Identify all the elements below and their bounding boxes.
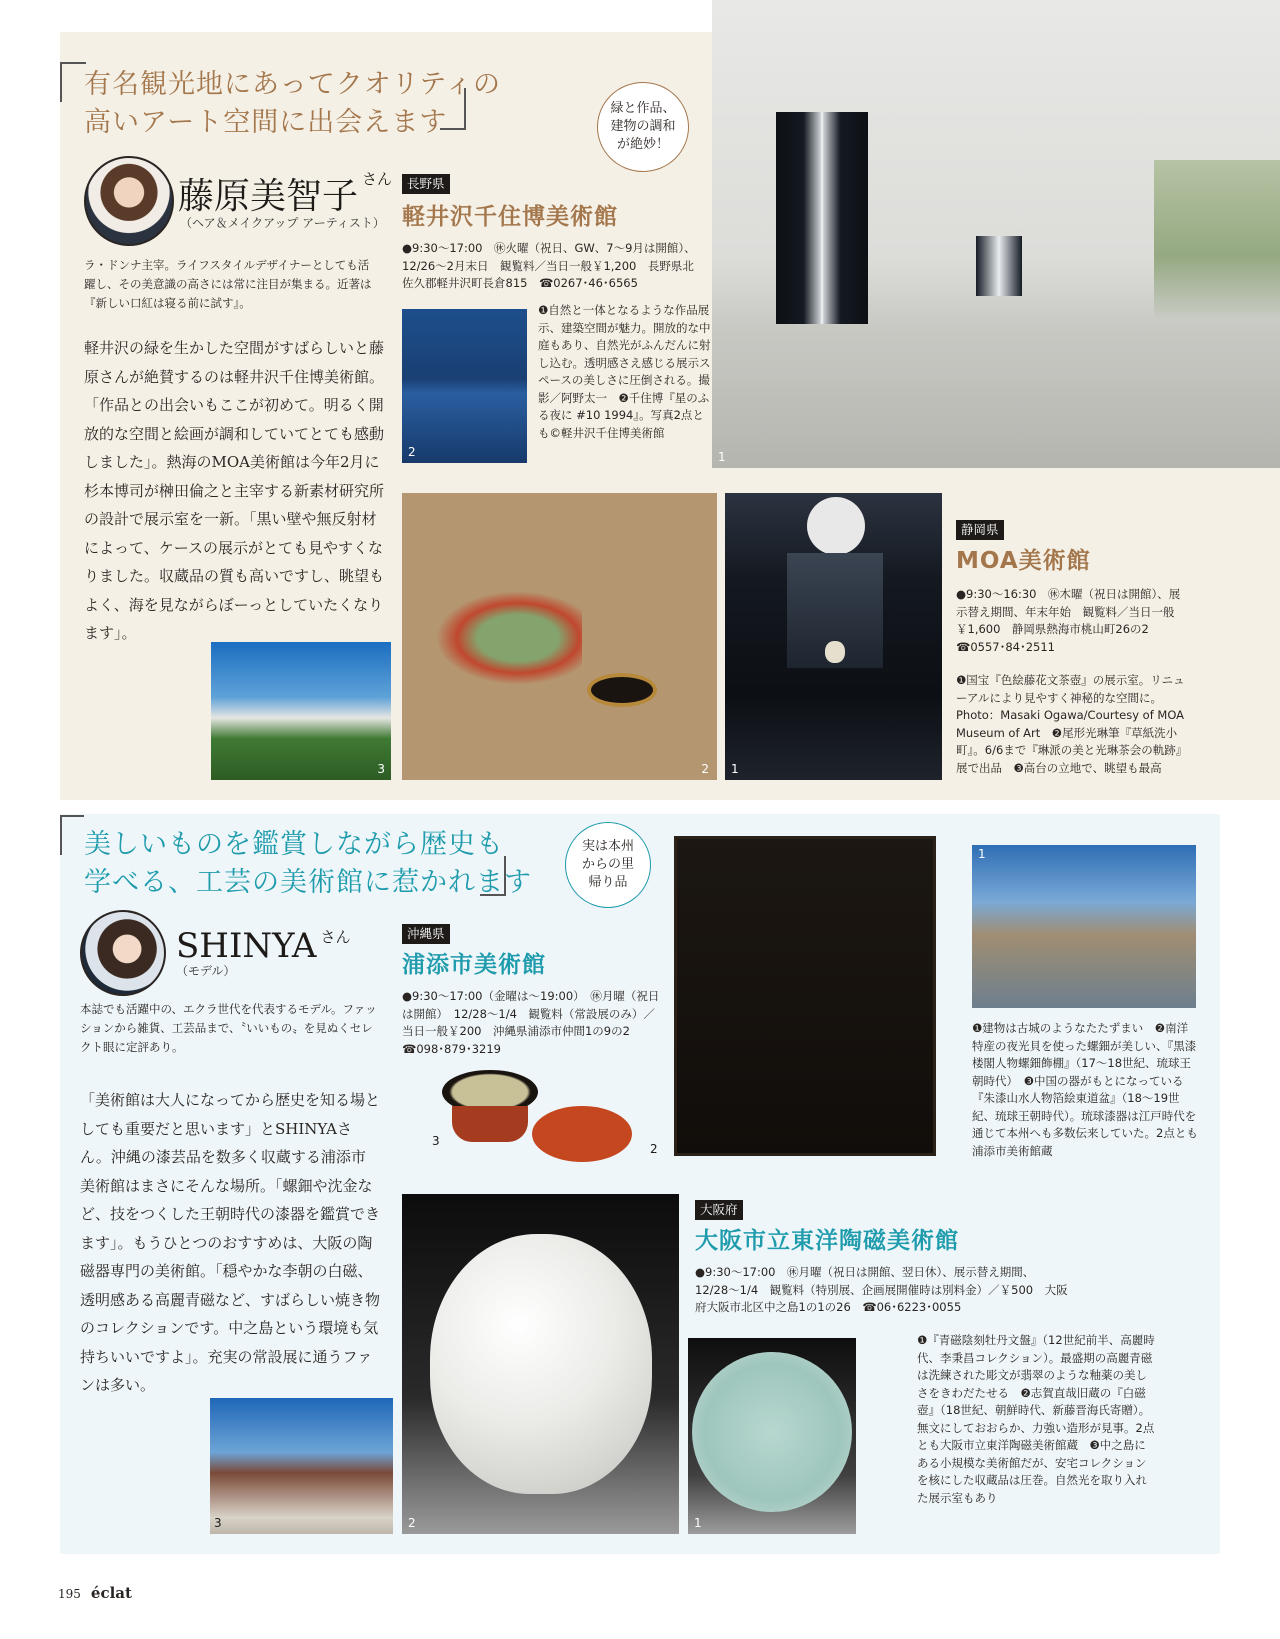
caption-moa: ❶国宝『色絵藤花文茶壺』の展示室。リニューアルにより見やすく神秘的な空間に。Photo：Masaki Ogawa/Courtesy of MOA Museum of Art ❷尾形光琳筆『草紙洗小町』。6/6まで『琳派の美と光琳茶会の軌跡』展で出品 ❸高台の立地で、眺望も最高 xyxy=(956,673,1188,775)
person-bio-fujiwara: ラ・ドンナ主宰。ライフスタイルデザイナーとしても活躍し、その美意識の高さには常に注目が集まる。近著は『新しい口紅は寝る前に試す』。 xyxy=(84,258,372,310)
person-role-fujiwara: （ヘア＆メイクアップ アーティスト） xyxy=(180,216,385,230)
prefecture-tag-shizuoka: 静岡県 xyxy=(956,520,1004,540)
photo-osaka-building: 3 xyxy=(210,1398,393,1534)
speech-bubble-crafts: 実は本州からの里帰り品 xyxy=(565,822,651,908)
museum-name-karuizawa: 軽井沢千住博美術館 xyxy=(402,204,618,230)
museum-name-moa: MOA美術館 xyxy=(956,548,1091,574)
avatar-fujiwara xyxy=(84,156,174,246)
page-footer xyxy=(58,1584,132,1602)
trees-outside xyxy=(1154,160,1280,320)
photo-hoshi-painting: 2 xyxy=(402,309,527,463)
celadon-dish xyxy=(692,1352,852,1512)
headline-bracket-top-left xyxy=(60,62,86,102)
headline-bracket-top-left xyxy=(60,815,84,855)
museum-info-osaka-ceramics: ●9:30〜17:00 ㊡月曜（祝日は開館、翌日休）、展示替え期間、12/28〜1/4 観覧料（特別展、企画展開催時は別料金）／￥500 大阪府大阪市北区中之島1の1の26 ☎06･6223･0055 xyxy=(695,1265,1068,1314)
person-bio-shinya: 本誌でも活躍中の、エクラ世代を代表するモデル。ファッションから雑貨、工芸品まで、〝いいもの〟を見ぬくセレクト眼に定評あり。 xyxy=(80,1002,377,1054)
painting-figure xyxy=(422,583,582,693)
prefecture-tag-nagano: 長野県 xyxy=(402,174,450,194)
person-name-shinya: SHINYA $^{さん}$ xyxy=(176,926,351,966)
magazine-brand: éclat xyxy=(90,1584,132,1602)
caption-osaka-ceramics: ❶『青磁陰刻牡丹文盤』（12世紀前半、高麗時代、李秉昌コレクション）。最盛期の高麗青磁は洗練された彫文が翡翠のような釉薬の美しさをきわだたせる ❷志賀直哉旧蔵の『白磁壺』（18世紀、朝鮮時代、新藤晋海氏寄贈）。無文にしておおらか、力強い造形が見事。2点とも大阪市立東洋陶磁美術館蔵 ❸中之島にある小規模な美術館だが、安宅コレクションを核にした収蔵品は圧巻。自然光を取り入れた展示室もあり xyxy=(917,1333,1155,1505)
caption-karuizawa: ❶自然と一体となるような作品展示、建築空間が魅力。開放的な中庭もあり、自然光がふんだんに射し込む。透明感さえ感じる展示スペースの美しさに圧倒される。撮影／阿野太一 ❷千住博『星のふる夜に #10 1994』。写真2点とも©軽井沢千住博美術館 xyxy=(538,303,711,440)
photo-white-porcelain-jar: 2 xyxy=(402,1194,679,1534)
photo-lacquer-cabinet: 2 xyxy=(650,816,956,1156)
museum-info-urasoe: ●9:30〜17:00（金曜は〜19:00） ㊡月曜（祝日は開館） 12/28〜1/4 観覧料（常設展のみ）／当日一般￥200 沖縄県浦添市仲間1の9の2 ☎098･879･3219 xyxy=(402,989,660,1056)
headline-art-space: 有名観光地にあってクオリティの 高いアート空間に出会えます xyxy=(84,69,502,138)
prefecture-tag-osaka: 大阪府 xyxy=(695,1200,743,1220)
photo-lacquer-trays: 3 xyxy=(432,1062,662,1162)
museum-info-moa: ●9:30〜16:30 ㊡木曜（祝日は開館）、展示替え期間、年末年始 観覧料／当日一般￥1,600 静岡県熱海市桃山町26の2 ☎0557･84･2511 xyxy=(956,587,1181,654)
photo-moa-exhibition-room: 1 xyxy=(725,493,942,780)
tray-stand xyxy=(452,1106,528,1142)
cabinet-body xyxy=(674,836,936,1156)
tea-jar xyxy=(825,641,845,663)
speech-bubble-art-space: 緑と作品、建物の調和が絶妙！ xyxy=(597,82,689,172)
porcelain-jar xyxy=(430,1234,652,1494)
prefecture-tag-okinawa: 沖縄県 xyxy=(402,924,450,944)
painting-waterfall-small xyxy=(976,236,1022,296)
museum-name-osaka-ceramics: 大阪市立東洋陶磁美術館 xyxy=(695,1228,959,1254)
ceiling-light xyxy=(807,497,865,555)
avatar-shinya xyxy=(80,910,166,996)
tray-red-box xyxy=(532,1106,632,1162)
photo-karuizawa-gallery: 1 xyxy=(712,0,1280,468)
museum-name-urasoe: 浦添市美術館 xyxy=(402,952,546,978)
person-role-shinya: （モデル） xyxy=(176,964,236,978)
photo-soshi-arai-komachi: 2 xyxy=(402,493,717,780)
person-name-fujiwara: 藤原美智子 $^{さん}$ xyxy=(178,170,393,217)
headline-crafts: 美しいものを鑑賞しながら歴史も 学べる、工芸の美術館に惹かれます xyxy=(84,829,532,898)
photo-moa-exterior: 3 xyxy=(211,642,391,780)
painting-basin xyxy=(587,673,657,707)
article-body-art-space: 軽井沢の緑を生かした空間がすばらしいと藤原さんが絶賛するのは軽井沢千住博美術館。「作品との出会いもここが初めて。明るく開放的な空間と絵画が調和していてとても感動しました」。熱海のMOA美術館は今年2月に杉本博司が榊田倫之と主宰する新素材研究所の設計で展示室を一新。「黒い壁や無反射材によって、ケースの展示がとても見やすくなりました。収蔵品の質も高いですし、眺望もよく、海を見ながらぼーっとしていたくなります」。 xyxy=(84,339,385,642)
caption-urasoe: ❶建物は古城のようなたたずまい ❷南洋特産の夜光貝を使った螺鈿が美しい、『黒漆楼閣人物螺鈿飾棚』（17〜18世紀、琉球王朝時代） ❸中国の器がもとになっている『朱漆山水人物箔絵東道盆』（18〜19世紀、琉球王朝時代）。琉球漆器は江戸時代を通じて本州へも多数伝来していた。2点とも浦添市美術館蔵 xyxy=(972,1021,1198,1158)
painting-waterfall-large xyxy=(776,112,868,324)
page-number: 195 xyxy=(58,1587,81,1601)
article-body-crafts: 「美術館は大人になってから歴史を知る場としても重要だと思います」とSHINYAさん。沖縄の漆芸品を数多く収蔵する浦添市美術館はまさにそんな場所。「螺鈿や沈金など、技をつくした王朝時代の漆器を鑑賞できます」。もうひとつのおすすめは、大阪の陶磁器専門の美術館。「穏やかな李朝の白磁、透明感ある高麗青磁など、すばらしい焼き物のコレクションです。中之島という環境も気持ちいいですよ」。充実の常設展に通うファンは多い。 xyxy=(80,1091,381,1394)
museum-info-karuizawa: ●9:30〜17:00 ㊡火曜（祝日、GW、7〜9月は開館）、12/26〜2月末日 観覧料／当日一般￥1,200 長野県北佐久郡軽井沢町長倉815 ☎0267･46･6565 xyxy=(402,241,696,290)
photo-urasoe-building: 1 xyxy=(972,845,1196,1008)
photo-celadon-dish: 1 xyxy=(688,1338,856,1534)
